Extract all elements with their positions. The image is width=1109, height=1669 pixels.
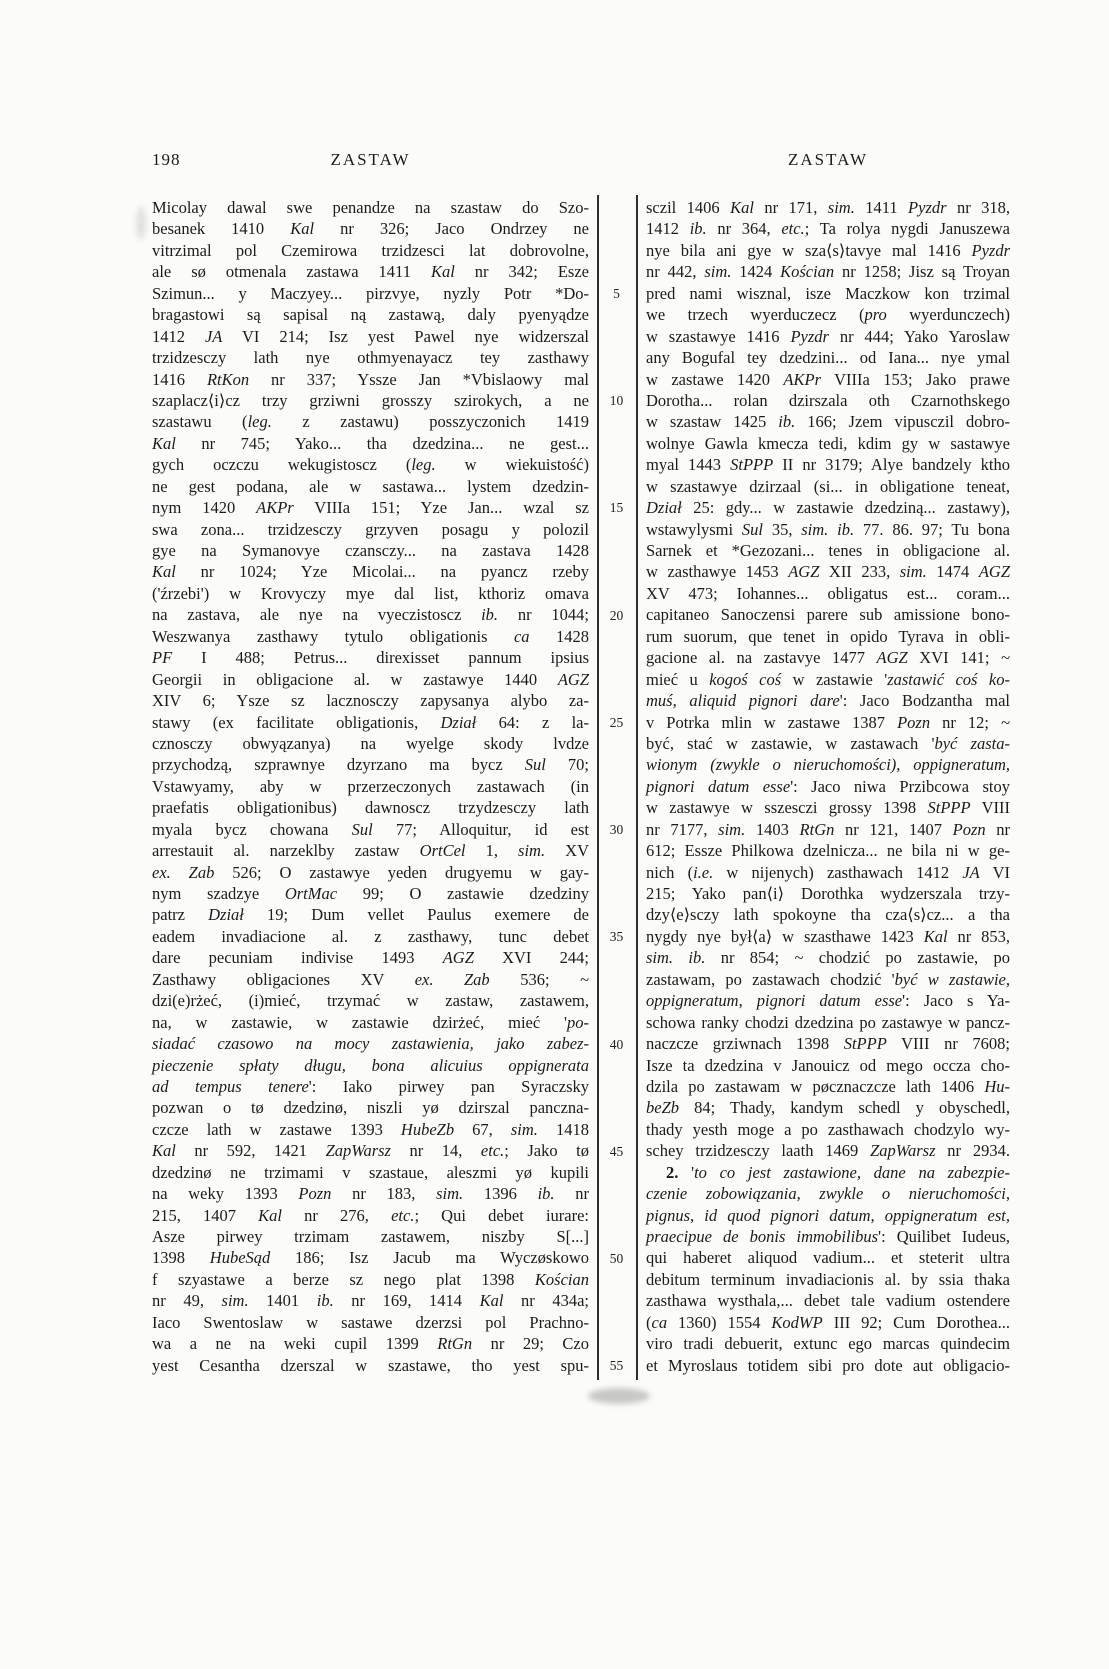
text-line: Weszwanya zasthawy tytulo obligationis ca 1428 xyxy=(152,626,589,646)
text-line: Micolay dawal swe penandze na szastaw do Szo- xyxy=(152,198,589,217)
text-line: f szyastawe a berze sz nego plat 1398 Kościan xyxy=(152,1269,589,1289)
text-line: dzila po zastawam w pøcznaczcze lath 1406 Hu- xyxy=(646,1076,1010,1096)
text-line: thady yesth moge a po zasthawach chodzylo wy- xyxy=(646,1119,1010,1139)
right-column xyxy=(646,197,1010,1376)
line-number-gutter xyxy=(598,197,635,1382)
text-line: schowa ranky chodzi dzedzina po zastawye w pancz- xyxy=(646,1012,1010,1032)
scan-smudge-bottom xyxy=(588,1388,650,1404)
text-line: wstawylysmi Sul 35, sim. ib. 77. 86. 97; Tu bona xyxy=(646,519,1010,539)
line-number: 25 xyxy=(609,714,624,730)
text-line: dzedzinø ne trzimami v szastaue, aleszmi yø kupili xyxy=(152,1162,589,1182)
text-line: patrz Dział 19; Dum vellet Paulus exemere de xyxy=(152,905,590,925)
text-line: trzidzesczy lath nye othmyenayacz tey zasthawy xyxy=(152,348,589,368)
text-line: nr 7177, sim. 1403 RtGn nr 121, 1407 Pozn nr xyxy=(646,819,1011,839)
text-line: dare pecuniam indivise 1493 AGZ XVI 244; xyxy=(152,948,589,968)
text-line: swa zona... trzidzesczy grzyven posagu y polozil xyxy=(152,519,589,539)
text-line: szaplacz⟨i⟩cz trzy grziwni grosszy szirokych, a ne xyxy=(152,390,589,410)
line-number: 20 xyxy=(609,607,624,623)
text-line: cznosczy obwyązanya) na wyelge skody lvdze xyxy=(152,733,589,753)
text-line: XV 473; Iohannes... obligatus est... coram... xyxy=(646,583,1010,603)
text-line: arrestauit al. narzeklby zastaw OrtCel 1, sim. XV xyxy=(152,841,590,861)
left-column xyxy=(152,197,589,1376)
text-line: wa a ne na weki cupil 1399 RtGn nr 29; Czo xyxy=(152,1334,589,1354)
text-line: nich (i.e. w nijenych) zasthawach 1412 JA VI xyxy=(646,862,1011,882)
line-number: 35 xyxy=(609,929,624,945)
text-line: capitaneo Sanoczensi parere sub amissione bono- xyxy=(646,605,1010,625)
text-line: ne gest podana, ale w sastawa... lystem dzedzin- xyxy=(152,476,589,496)
text-line: pignus, id quod pignori datum, oppigneratum est, xyxy=(646,1205,1010,1225)
text-line: w zastawye w sszesczi grossy 1398 StPPP VIII xyxy=(646,798,1010,818)
text-line: we trzech wyerduczecz (pro wyerdunczech) xyxy=(646,305,1010,325)
text-line: naczcze grziwnach 1398 StPPP VIII nr 7608; xyxy=(646,1034,1011,1054)
text-line: w szastawye dzirzaal (si... in obligatione teneat, xyxy=(646,476,1010,496)
text-line: ex. Zab 526; O zastawye yeden drugyemu w gay- xyxy=(152,862,590,882)
scan-smudge-left-margin xyxy=(136,206,146,240)
text-line: 1416 RtKon nr 337; Yssze Jan *Vbislaowy mal xyxy=(152,369,590,389)
text-line: Kal nr 592, 1421 ZapWarsz nr 14, etc.; Jako tø xyxy=(152,1141,589,1161)
text-line: wolnye Gawla kmecza tedi, kdim gy w sastawye xyxy=(646,433,1010,453)
text-line: na, w zastawie, w zastawie dzirżeć, mieć 'po- xyxy=(152,1012,589,1032)
text-line: Szimun... y Maczyey... pirzvye, nyzly Potr *Do- xyxy=(152,283,589,303)
text-line: myala bycz chowana Sul 77; Alloquitur, id est xyxy=(152,819,589,839)
text-line: Iaco Swentoslaw w sastawe dzerzsi pol Prachno- xyxy=(152,1312,589,1332)
text-line: PF I 488; Petrus... direxisset pannum ipsius xyxy=(152,648,589,668)
text-line: praecipue de bonis immobilibus': Quilibet Iudeus, xyxy=(646,1227,1010,1246)
text-line: nye bila ani gye w sza⟨s⟩tavye mal 1416 Pyzdr xyxy=(646,240,1010,260)
running-head-left: ZASTAW xyxy=(330,150,411,169)
text-line: dzy⟨e⟩sczy lath spokoyne tha cza⟨s⟩cz... a tha xyxy=(646,905,1010,925)
text-line: myal 1443 StPPP II nr 3179; Alye bandzely ktho xyxy=(646,455,1010,475)
text-line: eadem invadiacione al. z zasthawy, tunc debet xyxy=(152,926,589,946)
line-number: 30 xyxy=(609,822,624,838)
text-line: pred nami wisznal, isze Maczkow kon trzimal xyxy=(646,283,1010,303)
text-line: zastawam, po zastawach chodzić 'być w zastawie, xyxy=(646,969,1010,989)
text-line: 215; Yako pan⟨i⟩ Dorothka wydzerszala trzy- xyxy=(646,884,1010,903)
text-line: na zastava, ale nye na vyeczistoscz ib. nr 1044; xyxy=(152,605,589,625)
text-line: Zasthawy obligaciones XV ex. Zab 536; ~ xyxy=(152,969,590,989)
text-line: gacione al. na zastavye 1477 AGZ XVI 141; ~ xyxy=(646,648,1010,668)
text-line: et Myroslaus totidem sibi pro dote aut obligacio- xyxy=(646,1355,1010,1375)
text-line: nygdy nye był⟨a⟩ w szasthawe 1423 Kal nr 853, xyxy=(646,926,1010,946)
text-line: nr 442, sim. 1424 Kościan nr 1258; Jisz są Troyan xyxy=(646,262,1011,282)
text-line: ('źrzebi') w Krovyczy mye dal list, kthoriz omava xyxy=(152,583,589,603)
text-line: zasthawa wysthala,... debet tale vadium ostendere xyxy=(646,1291,1010,1311)
text-line: viro tradi debuerit, extunc ego marcas quindecim xyxy=(646,1334,1010,1354)
text-line: 2. 'to co jest zastawione, dane na zabezpie- xyxy=(666,1162,1010,1182)
text-line: w szastawye 1416 Pyzdr nr 444; Yako Yaroslaw xyxy=(646,326,1010,346)
text-line: czenie zobowiązania, zwykle o nieruchomości, xyxy=(646,1184,1010,1204)
text-line: 1412 JA VI 214; Isz yest Pawel nye widzerszal xyxy=(152,326,589,346)
text-line: any Bogufal tey dzedzini... od Iana... nye ymal xyxy=(646,348,1010,368)
text-line: praefatis obligationibus) dawnoscz trzydzesczy lath xyxy=(152,798,589,818)
text-line: besanek 1410 Kal nr 326; Jaco Ondrzey ne xyxy=(152,219,589,239)
text-line: Dział 25: gdy... w zastawie dzedziną... zastawy), xyxy=(646,498,1010,518)
text-line: Asze pirwey trzimam zastawem, niszby S[...] xyxy=(152,1227,589,1246)
text-line: pignori datum esse': Jaco niwa Przibcowa stoy xyxy=(646,776,1010,796)
line-number: 40 xyxy=(609,1036,624,1052)
text-line: Kal nr 1024; Yze Micolai... na pyancz rzeby xyxy=(152,562,589,582)
text-line: 1398 HubeSąd 186; Isz Jacub ma Wyczøskowo xyxy=(152,1248,589,1268)
text-line: wionym (zwykle o nieruchomości), oppigneratum, xyxy=(646,755,1010,775)
text-line: gye na Symanovye czansczy... na zastava 1428 xyxy=(152,541,589,560)
text-line: Dorotha... rolan dzirszala oth Czarnothskego xyxy=(646,390,1010,410)
running-head-right: ZASTAW xyxy=(787,150,869,169)
text-line: być, stać w zastawie, w zastawach 'być zasta- xyxy=(646,733,1010,753)
text-line: gych oczczu wekugistoscz (leg. w wiekuistość) xyxy=(152,455,589,475)
line-number: 15 xyxy=(609,500,624,516)
text-line: rum suorum, que tenet in opido Tyrava in obli- xyxy=(646,626,1010,646)
text-line: (ca 1360) 1554 KodWP III 92; Cum Dorothea... xyxy=(646,1312,1010,1332)
text-line: szastawu (leg. z zastawu) posszyczonich 1419 xyxy=(152,412,590,432)
line-number: 10 xyxy=(609,393,624,409)
text-line: 612; Essze Philkowa dzelnicza... ne bila ni w ge- xyxy=(646,841,1010,861)
text-line: debitum terminum invadiacionis al. by ssia thaka xyxy=(646,1269,1010,1289)
text-line: 1412 ib. nr 364, etc.; Ta rolya nygdi Januszewa xyxy=(646,219,1010,239)
text-line: w zasthawye 1453 AGZ XII 233, sim. 1474 AGZ xyxy=(646,562,1010,582)
text-line: ale sø otmenala zastawa 1411 Kal nr 342; Esze xyxy=(152,262,589,282)
text-line: Isze ta dzedzina v Janouicz od mego occza cho- xyxy=(646,1055,1010,1075)
page-number: 198 xyxy=(152,150,181,169)
text-line: w zastawe 1420 AKPr VIIIa 153; Jako prawe xyxy=(646,369,1010,389)
text-line: dzi(e)rżeć, (i)mieć, trzymać w zastaw, zastawem, xyxy=(152,991,589,1011)
text-line: na weky 1393 Pozn nr 183, sim. 1396 ib. nr xyxy=(152,1184,590,1204)
text-line: przychodzą, szprawnye dzyrzano ma bycz Sul 70; xyxy=(152,755,589,775)
text-line: schey trzidzesczy laath 1469 ZapWarsz nr 2934. xyxy=(646,1141,1010,1161)
text-line: czcze lath w zastawe 1393 HubeZb 67, sim. 1418 xyxy=(152,1119,590,1139)
text-line: sczil 1406 Kal nr 171, sim. 1411 Pyzdr nr 318, xyxy=(646,198,1010,217)
text-line: nym szadzye OrtMac 99; O zastawie dzedziny xyxy=(152,884,589,903)
text-line: pieczenie spłaty długu, bona alicuius oppignerata xyxy=(152,1055,589,1075)
text-line: oppigneratum, pignori datum esse': Jaco s Ya- xyxy=(646,991,1010,1011)
text-line: pozwan o tø dzedzinø, niszli yø dzirszal panczna- xyxy=(152,1098,589,1118)
column-divider-right-rule xyxy=(636,195,638,1380)
text-line: mieć u kogoś coś w zastawie 'zastawić coś ko- xyxy=(646,669,1010,689)
text-line: Sarnek et *Gezozani... tenes in obligacione al. xyxy=(646,541,1010,560)
text-line: bragastowi są sapisal ną zastawą, daly pyenyądze xyxy=(152,305,589,325)
text-line: muś, aliquid pignori dare': Jaco Bodzantha mal xyxy=(646,691,1010,711)
text-line: 215, 1407 Kal nr 276, etc.; Qui debet iurare: xyxy=(152,1205,589,1225)
text-line: Kal nr 745; Yako... tha dzedzina... ne gest... xyxy=(152,433,589,453)
text-line: yest Cesantha dzerszal w szastawe, tho yest spu- xyxy=(152,1355,589,1375)
text-line: nr 49, sim. 1401 ib. nr 169, 1414 Kal nr 434a; xyxy=(152,1291,590,1311)
line-number: 50 xyxy=(609,1251,624,1267)
text-line: sim. ib. nr 854; ~ chodzić po zastawie, po xyxy=(646,948,1010,968)
text-line: siadać czasowo na mocy zastawienia, jako zabez- xyxy=(152,1034,589,1054)
text-line: stawy (ex facilitate obligationis, Dział 64: z la- xyxy=(152,712,589,732)
text-line: Georgii in obligacione al. w zastawye 1440 AGZ xyxy=(152,669,589,689)
line-number: 55 xyxy=(609,1358,624,1374)
text-line: Vstawyamy, aby w przerzeczonych zastawach (in xyxy=(152,776,589,796)
text-line: w szastaw 1425 ib. 166; Jzem vipusczil dobro- xyxy=(646,412,1010,432)
text-line: v Potrka mlin w zastawe 1387 Pozn nr 12; ~ xyxy=(646,712,1010,732)
line-number: 5 xyxy=(613,285,620,301)
text-line: XIV 6; Ysze sz lacznosczy zapysanya alybo za- xyxy=(152,691,589,711)
text-line: beZb 84; Thady, kandym schedl y obyschedl, xyxy=(646,1098,1010,1118)
text-line: vitrzimal pol Czemirowa trzidzesci lat dobrovolne, xyxy=(152,240,589,260)
text-line: ad tempus tenere': Iako pirwey pan Syraczsky xyxy=(152,1076,589,1096)
text-line: nym 1420 AKPr VIIIa 151; Yze Jan... wzal sz xyxy=(152,498,589,518)
line-number: 45 xyxy=(609,1143,624,1159)
text-line: qui haberet aliquod vadium... et steterit ultra xyxy=(646,1248,1010,1268)
